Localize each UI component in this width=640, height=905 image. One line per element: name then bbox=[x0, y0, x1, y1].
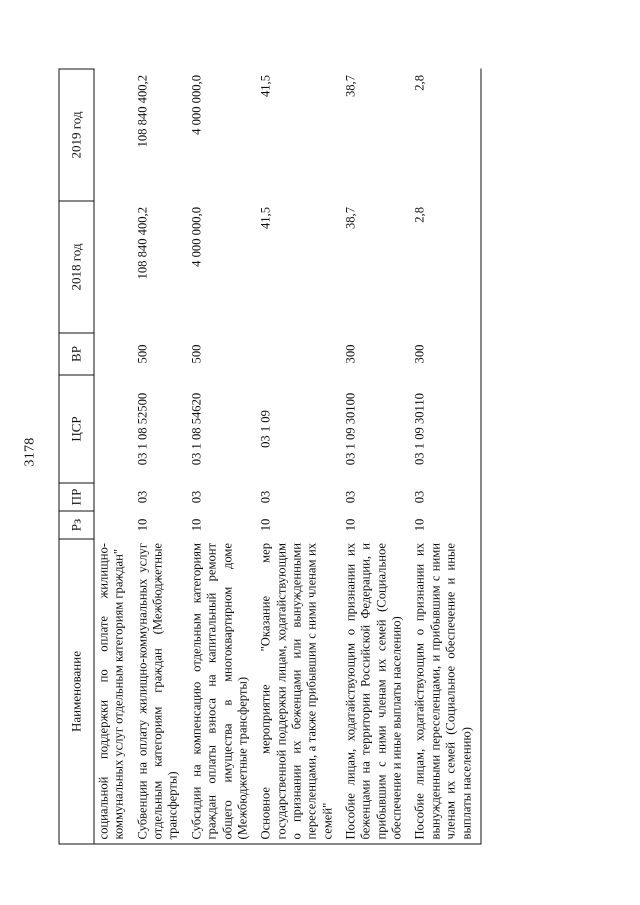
header-name: Наименование bbox=[59, 539, 94, 844]
header-csr: ЦСР bbox=[59, 375, 94, 483]
row-vr: 500 bbox=[189, 344, 204, 364]
table-row bbox=[411, 69, 481, 844]
row-name: социальной поддержки по оплате жилищно-коммунальных услуг отдельным категориям граждан" bbox=[94, 539, 133, 844]
budget-table bbox=[59, 69, 482, 845]
row-rz: 10 bbox=[343, 518, 358, 532]
row-vr bbox=[94, 333, 133, 375]
row-name: Пособие лицам, ходатайствующим о признании их вынужденными переселенцами, и прибывшим с ними членам их семей (Социальное обеспечение и иные выплаты населению) bbox=[411, 539, 481, 844]
header-rz: Рз bbox=[59, 511, 94, 539]
row-pr: 03 bbox=[189, 490, 204, 504]
row-rz: 10 bbox=[135, 518, 150, 532]
row-rz: 10 bbox=[411, 511, 481, 539]
table-row bbox=[342, 69, 411, 844]
row-csr: 03 1 09 30110 bbox=[411, 375, 481, 483]
row-2019: 38,7 bbox=[343, 75, 358, 98]
page-number: 3178 bbox=[22, 437, 38, 467]
header-2019: 2019 год bbox=[59, 69, 94, 201]
row-vr: 300 bbox=[411, 333, 481, 375]
header-2018: 2018 год bbox=[59, 201, 94, 333]
table-row bbox=[133, 69, 187, 844]
rotated-page bbox=[1, 0, 640, 905]
row-2019: 4 000 000,0 bbox=[189, 75, 204, 135]
row-2019 bbox=[94, 69, 133, 201]
row-csr: 03 1 09 bbox=[258, 410, 273, 448]
row-name: Пособие лицам, ходатайствующим о признании их беженцами на территории Российской Федерации, и прибывшим с ними членам их семей (Социальное обеспечение и иные выплаты населению) bbox=[342, 539, 411, 844]
row-csr: 03 1 08 52500 bbox=[135, 392, 150, 466]
header-vr: ВР bbox=[59, 333, 94, 375]
table-header-row bbox=[59, 69, 94, 844]
row-2018: 38,7 bbox=[343, 207, 358, 230]
row-2018: 2,8 bbox=[411, 201, 481, 333]
row-rz: 10 bbox=[189, 518, 204, 532]
table-row bbox=[187, 69, 256, 844]
row-2018 bbox=[94, 201, 133, 333]
row-2018: 41,5 bbox=[258, 207, 273, 230]
row-2019: 41,5 bbox=[258, 75, 273, 98]
header-pr: ПР bbox=[59, 483, 94, 511]
row-name: Субвенции на оплату жилищно-коммунальных услуг отдельным категориям граждан (Межбюджетные трансферты) bbox=[133, 539, 187, 844]
row-2019: 2,8 bbox=[411, 69, 481, 201]
row-2018: 108 840 400,2 bbox=[135, 207, 150, 280]
row-2019: 108 840 400,2 bbox=[135, 75, 150, 148]
row-2018: 4 000 000,0 bbox=[189, 207, 204, 267]
row-pr bbox=[94, 483, 133, 511]
row-csr: 03 1 09 30100 bbox=[343, 392, 358, 466]
row-vr: 500 bbox=[135, 344, 150, 364]
row-name: Основное мероприятие "Оказание мер государственной поддержки лицам, ходатайствующим о признании их беженцами или вынужденными переселенцами, а также прибывшим с ними членам их семей" bbox=[257, 539, 342, 844]
row-rz: 10 bbox=[258, 518, 273, 532]
row-name: Субсидии на компенсацию отдельным категориям граждан оплаты взноса на капитальный ремонт общего имущества в многоквартирном доме (Межбюджетные трансферты) bbox=[187, 539, 256, 844]
row-csr bbox=[94, 375, 133, 483]
row-pr: 03 bbox=[258, 490, 273, 504]
table-row bbox=[94, 69, 133, 844]
row-pr: 03 bbox=[411, 483, 481, 511]
row-pr: 03 bbox=[135, 490, 150, 504]
row-csr: 03 1 08 54620 bbox=[189, 392, 204, 466]
row-vr bbox=[257, 333, 342, 375]
row-rz bbox=[94, 511, 133, 539]
table-row bbox=[257, 69, 342, 844]
row-pr: 03 bbox=[343, 490, 358, 504]
row-vr: 300 bbox=[343, 344, 358, 364]
